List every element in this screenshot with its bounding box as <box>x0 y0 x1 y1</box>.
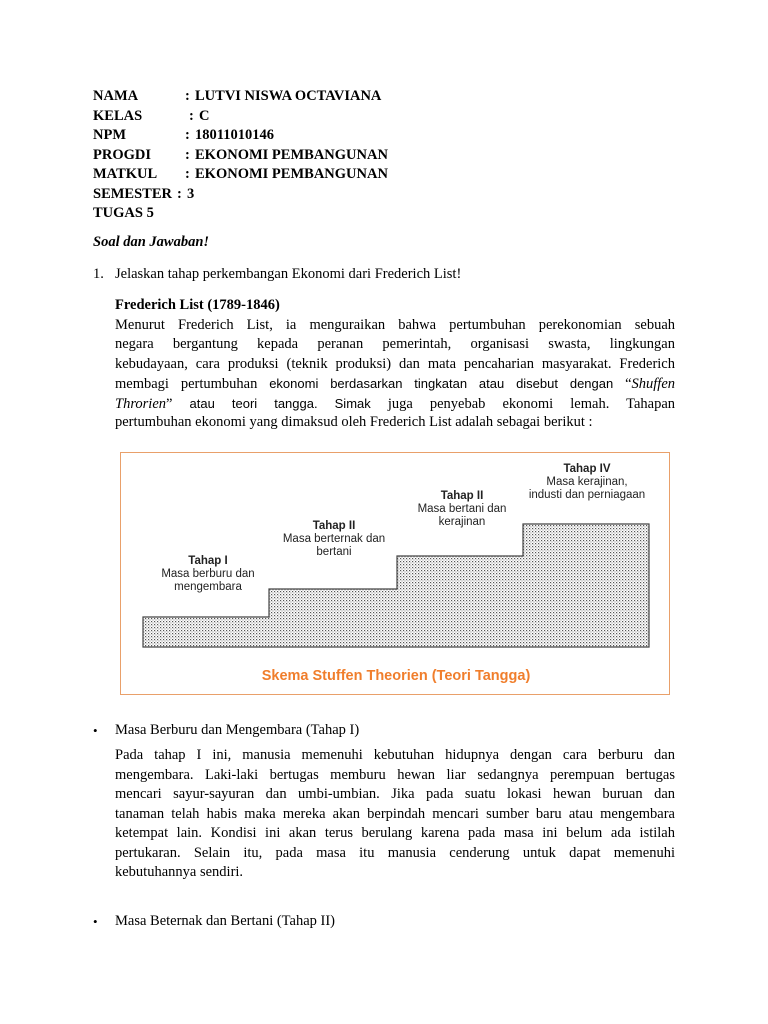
paragraph-line: mencari sayur-sayuran dan umbi-umbian. Jika pada suatu lokasi hewan buruan dan <box>115 786 675 802</box>
stage-description: industi dan perniagaan <box>528 489 646 501</box>
paragraph-line: kebudayaan, cara produksi (teknik produksi) dan mata pencaharian masyarakat. Frederich <box>115 355 675 372</box>
identity-value: LUTVI NISWA OCTAVIANA <box>195 88 382 104</box>
text-run-italic: Throrien <box>115 395 167 412</box>
paragraph-line: kebutuhannya sendiri. <box>115 864 244 880</box>
identity-label: NPM <box>93 127 127 143</box>
text-run: membagi pertumbuhan <box>115 376 258 392</box>
paragraph-line: pertukaran. Selain itu, pada masa itu manusia cenderung untuk dapat memenuhi <box>115 844 675 861</box>
stage-description: mengembara <box>174 581 242 593</box>
stage-title: Tahap IV <box>563 463 611 475</box>
paragraph-line: Pada tahap I ini, manusia memenuhi kebutuhan hidupnya dengan cara berburu dan <box>115 747 675 763</box>
bullet-icon: • <box>93 723 98 738</box>
stage-label-2 <box>269 520 399 559</box>
identity-separator: : <box>185 146 190 163</box>
stuffen-theorien-figure <box>120 452 670 695</box>
text-run: atau teori tangga <box>189 395 314 411</box>
tugas-label: TUGAS 5 <box>93 205 154 221</box>
bullet-title: Masa Beternak dan Bertani (Tahap II) <box>115 913 336 929</box>
identity-value: 3 <box>187 185 195 202</box>
stage-label-3 <box>397 490 527 529</box>
text-run: ekonomi berdasarkan tingkatan atau disebut dengan <box>269 376 614 391</box>
identity-value: EKONOMI PEMBANGUNAN <box>195 166 388 182</box>
soal-heading: Soal dan Jawaban! <box>93 234 210 250</box>
frederich-section <box>115 296 675 433</box>
stage-description: bertani <box>316 546 352 558</box>
identity-separator: : <box>185 88 190 104</box>
identity-label: MATKUL <box>93 166 158 182</box>
paragraph-line: tanaman telah habis maka mereka akan berpindah mencari sumber baru atau mengembara <box>115 805 675 822</box>
paragraph-line: mengembara. Laki-laki bertugas memburu hewan liar sedangnya perempuan bertugas <box>115 766 675 783</box>
paragraph-line-mixed <box>115 374 675 394</box>
identity-label: PROGDI <box>93 146 151 163</box>
tahap-1-paragraph <box>115 746 675 883</box>
stage-title: Tahap II <box>440 490 484 502</box>
text-run: . Simak <box>313 395 371 411</box>
stage-description: Masa berternak dan <box>282 533 386 545</box>
stage-title: Tahap II <box>312 520 356 532</box>
stage-description: Masa bertani dan <box>417 503 507 515</box>
stage-description: Masa berburu dan <box>161 568 255 580</box>
frederich-title: Frederich List (1789-1846) <box>115 297 280 313</box>
text-run: ” <box>166 395 173 412</box>
text-run: . Tahapan <box>605 395 676 412</box>
identity-value: 18011010146 <box>195 127 274 143</box>
stage-label-4 <box>517 463 657 502</box>
paragraph-line: pertumbuhan ekonomi yang dimaksud oleh Frederich List adalah sebagai berikut : <box>115 414 593 430</box>
stage-description: kerajinan <box>438 516 486 528</box>
identity-value: C <box>199 107 210 124</box>
paragraph-line: negara bergantung kepada peranan pemerintah, organisasi swasta, lingkungan <box>115 336 675 352</box>
text-run-italic: Shuffen <box>631 376 676 392</box>
stage-description: Masa kerajinan, <box>546 476 628 488</box>
paragraph-line: ketempat lain. Kondisi ini akan terus berulang karena pada masa ini belum ada istilah <box>115 825 675 841</box>
frederich-paragraph <box>115 316 675 433</box>
identity-label: KELAS <box>93 107 143 124</box>
identity-label: NAMA <box>93 88 139 104</box>
identity-label: SEMESTER <box>93 185 172 202</box>
identity-value: EKONOMI PEMBANGUNAN <box>195 146 388 163</box>
figure-caption: Skema Stuffen Theorien (Teori Tangga) <box>261 668 531 684</box>
bullet-title: Masa Berburu dan Mengembara (Tahap I) <box>115 722 360 738</box>
text-run: “ <box>625 376 632 392</box>
text-run: juga penyebab ekonomi lemah <box>387 395 606 412</box>
bullet-icon: • <box>93 914 98 929</box>
paragraph-line: Menurut Frederich List, ia menguraikan bahwa pertumbuhan perekonomian sebuah <box>115 316 675 333</box>
identity-separator: : <box>177 185 182 202</box>
identity-separator: : <box>185 166 190 182</box>
stage-label-1 <box>143 555 273 594</box>
identity-separator: : <box>185 127 190 143</box>
question-text: Jelaskan tahap perkembangan Ekonomi dari Frederich List! <box>115 266 462 282</box>
paragraph-line-mixed <box>115 394 675 414</box>
identity-separator: : <box>189 107 194 124</box>
question-number: 1. <box>93 266 104 282</box>
stage-title: Tahap I <box>188 555 228 567</box>
